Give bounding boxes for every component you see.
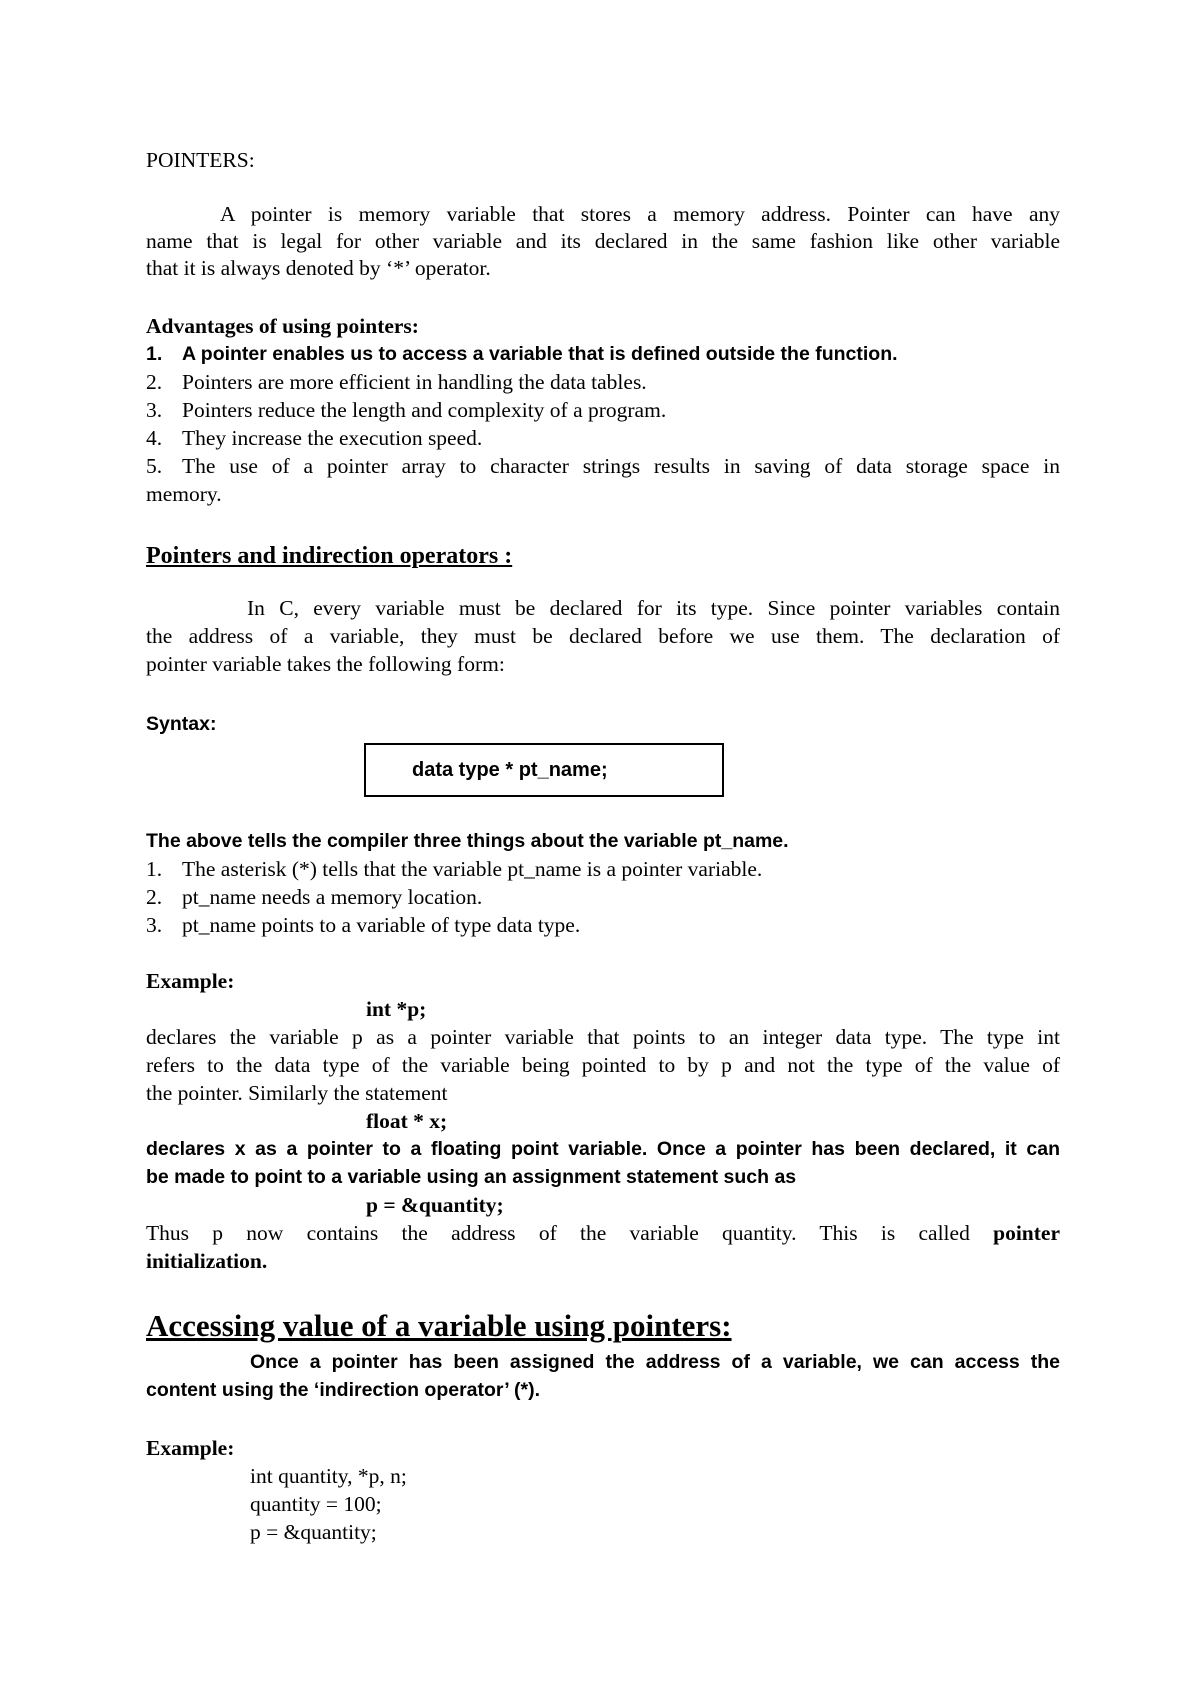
list-text: The asterisk (*) tells that the variable pt_name is a pointer variable. <box>182 857 763 881</box>
list-text: A pointer enables us to access a variable that is defined outside the function. <box>182 343 898 365</box>
list-number: 3. <box>146 398 163 422</box>
list-text: pt_name needs a memory location. <box>182 885 483 909</box>
explain-line-1: declares the variable p as a pointer variable that points to an integer data type. The type int <box>146 1025 1060 1049</box>
list-number: 2. <box>146 370 163 394</box>
list-number: 1. <box>146 857 163 881</box>
example-label-1: Example: <box>146 969 235 993</box>
compiler-tells-line: The above tells the compiler three things about the variable pt_name. <box>146 830 789 852</box>
code-int-p: int *p; <box>366 997 427 1021</box>
syntax-code: data type * pt_name; <box>412 759 608 781</box>
section1-para-line-3: pointer variable takes the following form: <box>146 652 505 676</box>
list-text: pt_name points to a variable of type data type. <box>182 913 581 937</box>
explain2-line-1: declares x as a pointer to a floating point variable. Once a pointer has been declared, it can <box>146 1138 1060 1160</box>
list-text: The use of a pointer array to character strings results in saving of data storage space in <box>182 454 1060 478</box>
code-float-x: float * x; <box>366 1109 448 1133</box>
advantage-item-5-cont: memory. <box>146 482 222 506</box>
thus-cont: initialization. <box>146 1249 268 1273</box>
explain-line-2: refers to the data type of the variable being pointed to by p and not the type of the value of <box>146 1053 1060 1077</box>
thing-item-1 <box>146 855 1060 883</box>
section-heading-pointers: Pointers and indirection operators : <box>146 543 513 569</box>
syntax-box <box>364 743 724 797</box>
list-number: 2. <box>146 885 163 909</box>
example-label-2: Example: <box>146 1436 235 1460</box>
thus-bold: pointer <box>993 1221 1060 1245</box>
section-heading-accessing: Accessing value of a variable using pointers: <box>146 1308 732 1343</box>
intro-line-3: that it is always denoted by ‘*’ operator. <box>146 256 491 280</box>
thus-text: Thus p now contains the address of the variable quantity. This is called <box>146 1221 970 1245</box>
list-text: Pointers reduce the length and complexity of a program. <box>182 398 667 422</box>
advantage-item-5 <box>146 452 1060 480</box>
section2-para-line-1: Once a pointer has been assigned the address of a variable, we can access the <box>250 1351 1060 1373</box>
thus-line <box>146 1219 1060 1247</box>
list-number: 5. <box>146 454 163 478</box>
list-number: 4. <box>146 426 163 450</box>
advantage-item-1 <box>146 340 1060 368</box>
list-text: Pointers are more efficient in handling the data tables. <box>182 370 647 394</box>
code-line-2: quantity = 100; <box>250 1492 382 1516</box>
page-title: POINTERS: <box>146 148 255 172</box>
list-text: They increase the execution speed. <box>182 426 483 450</box>
code-line-3: p = &quantity; <box>250 1520 377 1544</box>
advantage-item-4 <box>146 424 1060 452</box>
explain2-line-2: be made to point to a variable using an assignment statement such as <box>146 1166 797 1188</box>
list-number: 3. <box>146 913 163 937</box>
advantage-item-2 <box>146 368 1060 396</box>
thing-item-3 <box>146 911 1060 939</box>
thing-item-2 <box>146 883 1060 911</box>
section1-para-line-1: In C, every variable must be declared for its type. Since pointer variables contain <box>247 596 1060 620</box>
intro-line-1: A pointer is memory variable that stores a memory address. Pointer can have any <box>220 202 1060 226</box>
advantage-item-3 <box>146 396 1060 424</box>
list-number: 1. <box>146 343 163 365</box>
section2-para-line-2: content using the ‘indirection operator’ (*). <box>146 1379 540 1401</box>
code-assign: p = &quantity; <box>366 1193 504 1217</box>
syntax-label: Syntax: <box>146 713 217 735</box>
intro-line-2: name that is legal for other variable and its declared in the same fashion like other variable <box>146 229 1060 253</box>
advantages-heading: Advantages of using pointers: <box>146 314 419 338</box>
section1-para-line-2: the address of a variable, they must be declared before we use them. The declaration of <box>146 624 1060 648</box>
code-line-1: int quantity, *p, n; <box>250 1464 407 1488</box>
explain-line-3: the pointer. Similarly the statement <box>146 1081 448 1105</box>
